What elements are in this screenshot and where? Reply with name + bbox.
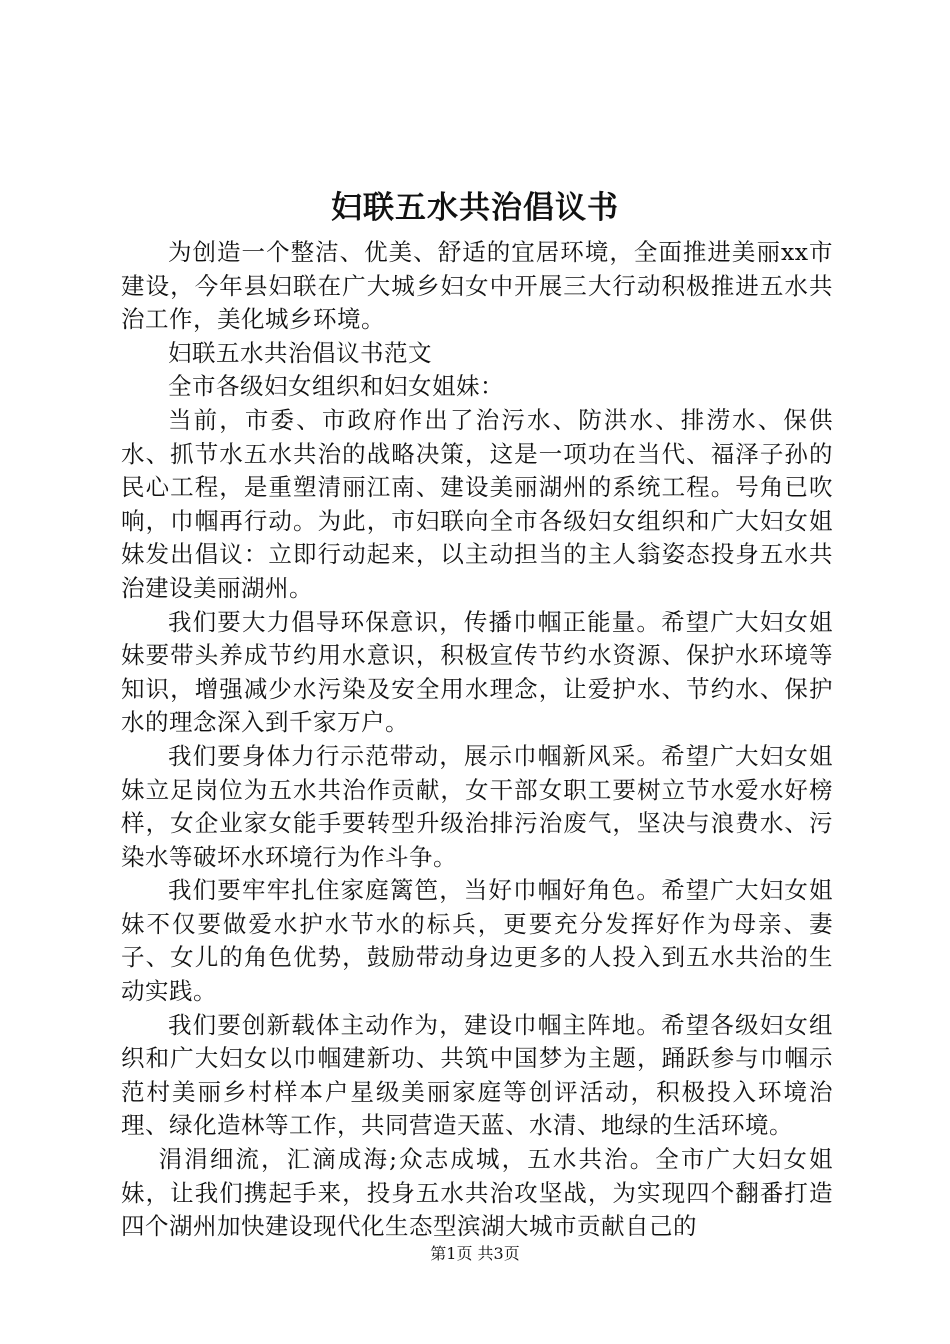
document-body	[121, 236, 833, 1244]
paragraph-subtitle: 妇联五水共治倡议书范文	[168, 338, 432, 367]
paragraph-closing: 涓涓细流，汇滴成海;众志成城，五水共治。全市广大妇女姐妹，让我们携起手来，投身五水共治攻坚战，为实现四个翻番打造四个湖州加快建设现代化生态型滨湖大城市贡献自己的	[121, 1145, 833, 1241]
paragraph-salutation: 全市各级妇女组织和妇女姐妹：	[168, 372, 504, 401]
paragraph-proposal-3: 我们要牢牢扎住家庭篱笆，当好巾帼好角色。希望广大妇女姐妹不仅要做爱水护水节水的标兵，更要充分发挥好作为母亲、妻子、女儿的角色优势，鼓励带动身边更多的人投入到五水共治的生动实践。	[121, 876, 833, 1006]
paragraph-intro: 为创造一个整洁、优美、舒适的宜居环境，全面推进美丽xx市建设，今年县妇联在广大城乡妇女中开展三大行动积极推进五水共治工作，美化城乡环境。	[121, 238, 833, 334]
paragraph-background: 当前，市委、市政府作出了治污水、防洪水、排涝水、保供水、抓节水五水共治的战略决策，这是一项功在当代、福泽子孙的民心工程，是重塑清丽江南、建设美丽湖州的系统工程。号角已吹响，巾帼再行动。为此，市妇联向全市各级妇女组织和广大妇女姐妹发出倡议：立即行动起来，以主动担当的主人翁姿态投身五水共治建设美丽湖州。	[121, 405, 833, 602]
page-number-footer: 第1页 共3页	[430, 1244, 520, 1263]
paragraph-proposal-1: 我们要大力倡导环保意识，传播巾帼正能量。希望广大妇女姐妹要带头养成节约用水意识，积极宣传节约水资源、保护水环境等知识，增强减少水污染及安全用水理念，让爱护水、节约水、保护水的理念深入到千家万户。	[121, 607, 833, 737]
document-title: 妇联五水共治倡议书	[331, 190, 619, 226]
paragraph-proposal-2: 我们要身体力行示范带动，展示巾帼新风采。希望广大妇女姐妹立足岗位为五水共治作贡献，女干部女职工要树立节水爱水好榜样，女企业家女能手要转型升级治排污治废气，坚决与浪费水、污染水等破坏水环境行为作斗争。	[121, 741, 833, 871]
paragraph-proposal-4: 我们要创新载体主动作为，建设巾帼主阵地。希望各级妇女组织和广大妇女以巾帼建新功、共筑中国梦为主题，踊跃参与巾帼示范村美丽乡村样本户星级美丽家庭等创评活动，积极投入环境治理、绿化造林等工作，共同营造天蓝、水清、地绿的生活环境。	[121, 1010, 833, 1140]
